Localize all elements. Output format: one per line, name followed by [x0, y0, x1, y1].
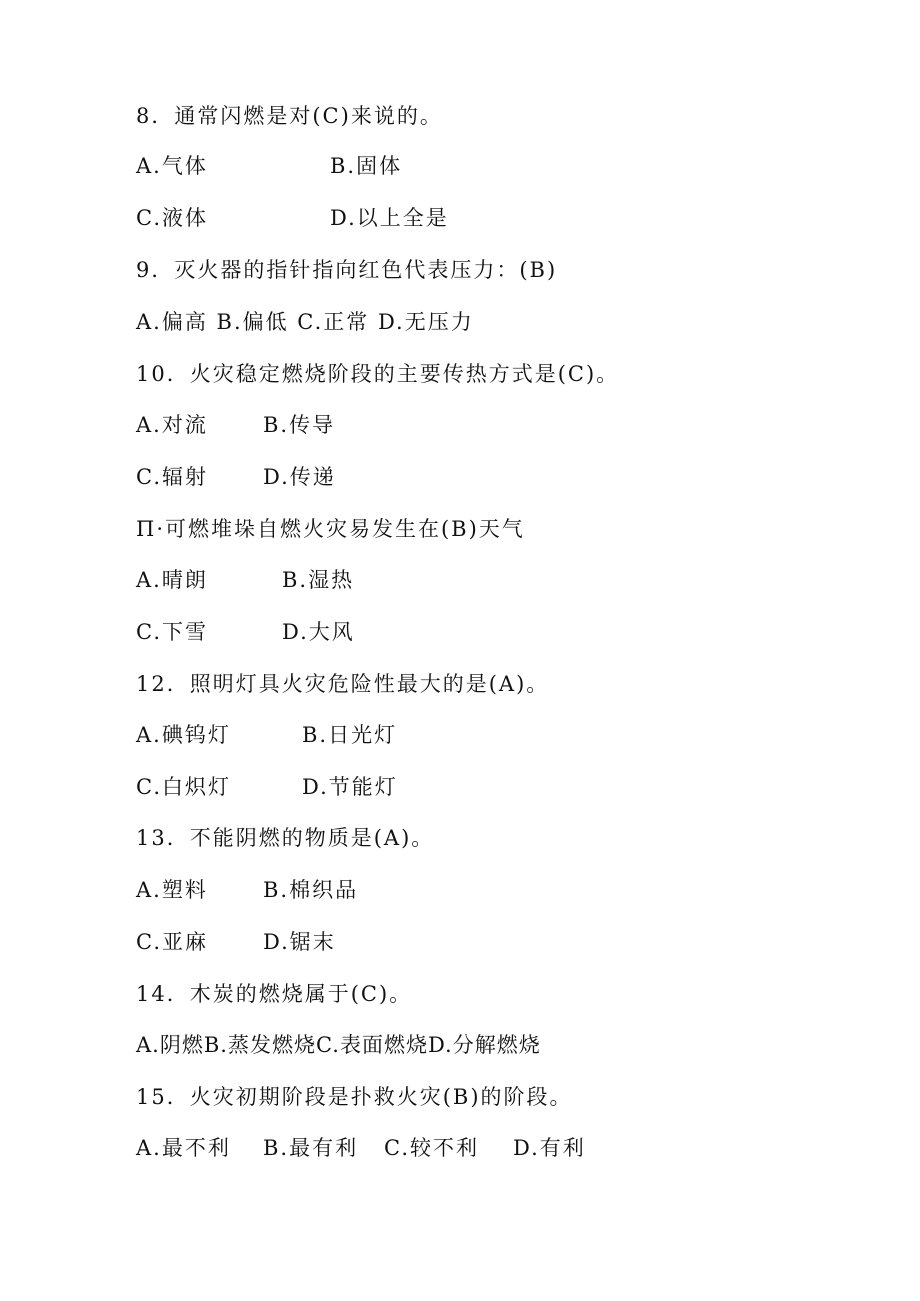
option-b: B.固体	[330, 154, 403, 178]
question-13-options-row-2	[136, 927, 536, 957]
question-15-options-row-1	[136, 1133, 656, 1163]
question-13-stem: 13．不能阴燃的物质是(A)。	[136, 826, 435, 850]
option-b: B.湿热	[282, 568, 355, 592]
question-15-stem: 15．火灾初期阶段是扑救火灾(B)的阶段。	[136, 1085, 573, 1109]
option-a: A.碘钨灯	[136, 723, 231, 747]
question-8-options-row-1	[136, 151, 536, 181]
option-c: C.亚麻	[136, 930, 208, 954]
question-10-options-row-2	[136, 462, 536, 492]
option-a: A.晴朗	[136, 568, 208, 592]
option-d: D.传递	[263, 465, 336, 489]
option-d: D.锯末	[263, 930, 336, 954]
question-10-stem: 10．火灾稳定燃烧阶段的主要传热方式是(C)。	[136, 362, 620, 386]
question-10-options-row-1	[136, 410, 536, 440]
question-8-options-row-2	[136, 203, 536, 233]
option-a: A.最不利	[136, 1136, 231, 1160]
question-13-options-row-1	[136, 875, 536, 905]
option-b: B.棉织品	[263, 878, 359, 902]
options-inline: A.偏高 B.偏低 C.正常 D.无压力	[136, 310, 474, 334]
option-d: D.以上全是	[330, 206, 449, 230]
option-c: C.辐射	[136, 465, 208, 489]
option-c: C.白炽灯	[136, 775, 231, 799]
option-b: B.传导	[263, 413, 336, 437]
question-12-stem: 12．照明灯具火灾危险性最大的是(A)。	[136, 672, 550, 696]
question-12-options-row-2	[136, 772, 536, 802]
option-d: D.节能灯	[302, 775, 398, 799]
option-b: B.日光灯	[302, 723, 398, 747]
option-c: C.较不利	[384, 1136, 479, 1160]
option-d: D.有利	[513, 1136, 586, 1160]
question-11-options-row-2	[136, 617, 536, 647]
option-a: A.塑料	[136, 878, 208, 902]
question-12-options-row-1	[136, 720, 536, 750]
option-c: C.下雪	[136, 620, 208, 644]
question-9-options-row-1	[136, 307, 474, 337]
question-9-stem: 9．灭火器的指针指向红色代表压力：(B)	[136, 258, 558, 282]
option-b: B.最有利	[263, 1136, 359, 1160]
option-a: A.对流	[136, 413, 208, 437]
option-a: A.气体	[136, 154, 208, 178]
option-d: D.大风	[282, 620, 355, 644]
options-inline: A.阴燃B.蒸发燃烧C.表面燃烧D.分解燃烧	[136, 1033, 541, 1057]
question-14-stem: 14．木炭的燃烧属于(C)。	[136, 982, 413, 1006]
question-11-options-row-1	[136, 565, 536, 595]
question-11-stem: Π·可燃堆垛自燃火灾易发生在(B)天气	[136, 517, 525, 541]
question-14-options-row-1	[136, 1030, 541, 1060]
question-8-stem: 8．通常闪燃是对(C)来说的。	[136, 104, 443, 128]
option-c: C.液体	[136, 206, 208, 230]
